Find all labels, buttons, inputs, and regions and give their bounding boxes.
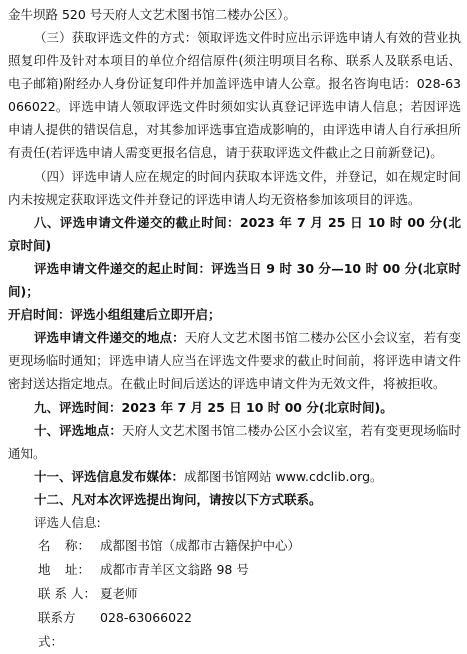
- heading-12-contact: 十二、凡对本次评选提出询问，请按以下方式联系。: [34, 492, 322, 507]
- contact-phone-row: [8, 606, 461, 654]
- heading-10-paragraph: [8, 419, 461, 465]
- contact-person-key: 联 系 人：: [38, 586, 96, 601]
- heading-10-label: 十、评选地点：: [34, 423, 122, 438]
- contact-name-value: 成都图书馆（成都市古籍保护中心）: [100, 538, 301, 553]
- contact-name-key-2: 称：: [64, 538, 90, 553]
- contact-name-key: [38, 534, 90, 558]
- opening-time: 开启时间：评选小组组建后立即开启；: [8, 307, 221, 322]
- heading-9-time: 九、评选时间：2023 年 7 月 25 日 10 时 00 分(北京时间)。: [34, 400, 393, 415]
- heading-11-label: 十一、评选信息发布媒体：: [34, 469, 185, 484]
- heading-11-paragraph: [8, 465, 461, 488]
- contact-address-row: [8, 558, 461, 582]
- contact-address-value: 成都市青羊区文翁路 98 号: [100, 562, 249, 577]
- contact-phone-value: 028-63066022: [100, 610, 192, 625]
- address-tail-line: 金牛坝路 520 号天府人文艺术图书馆二楼办公区）。: [8, 7, 297, 22]
- heading-11-text: 成都图书馆网站 www.cdclib.org。: [184, 469, 383, 484]
- contact-address-key: [38, 558, 90, 582]
- contact-phone-key: 联系方式：: [38, 610, 76, 649]
- contact-person-row: [8, 582, 461, 606]
- contact-address-key-1: 地: [38, 562, 51, 577]
- section-4-paragraph: （四）评选申请人应在规定的时间内获取本评选文件，并登记，如在规定时间内未按规定获取评选文件并登记的评选申请人均无资格参加该项目的评选。: [8, 169, 461, 207]
- contact-address-key-2: 址：: [64, 562, 90, 577]
- contact-name-key-1: 名: [38, 538, 51, 553]
- submission-time-range: 评选申请文件递交的起止时间：评选当日 9 时 30 分—10 时 00 分(北京时间)；: [8, 261, 461, 299]
- contact-person-value: 夏老师: [100, 586, 138, 601]
- heading-8-deadline: 八、评选申请文件递交的截止时间：2023 年 7 月 25 日 10 时 00 分(北京时间): [8, 215, 461, 253]
- section-3-paragraph: （三）获取评选文件的方式：领取评选文件时应出示评选申请人有效的营业执照复印件及针对本项目的单位介绍信原件(须注明项目名称、联系人及联系电话、电子邮箱)附经办人身份证复印件并加盖评选申请人公章。报名咨询电话：028-63066022。评选申请人领取评选文件时须如实认真登记评选申请人信息；若因评选申请人提供的错误信息，对其参加评选事宜造成影响的，由评选申请人自行承担所有责任(若评选申请人需变更报名信息，请于获取评选文件截止之日前新登记)。: [8, 30, 461, 160]
- contact-name-row: [8, 534, 461, 558]
- submission-place-label: 评选申请文件递交的地点：: [34, 330, 185, 345]
- submission-place-text: 天府人文艺术图书馆二楼办公区小会议室，若有变更现场临时通知；评选申请人应当在评选文件要求的截止时间前，将评选申请文件密封送达指定地点。在截止时间后送达的评选申请文件为无效文件，将被拒收。: [8, 330, 461, 391]
- heading-10-text: 天府人文艺术图书馆二楼办公区小会议室，若有变更现场临时通知。: [8, 423, 461, 461]
- contact-title: 评选人信息:: [34, 515, 101, 530]
- submission-place-paragraph: [8, 326, 461, 395]
